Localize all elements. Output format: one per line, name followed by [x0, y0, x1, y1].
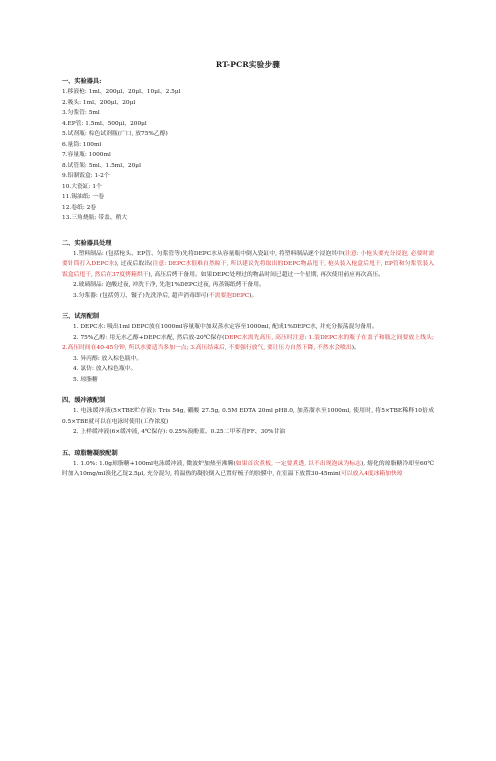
section-equipment-treatment [62, 238, 434, 302]
list-item: 9.铝制饭盒: 1-2个 [62, 173, 110, 179]
list-item: 6.量筒: 100ml [62, 141, 102, 148]
paragraph-electrophoresis-buffer: 1. 电泳缓冲液(5×TBE贮存液): Tris 54g, 硼酸 27.5g, 0.5M EDTA 20ml pH8.0, 加蒸溜水至1000ml, 使用时, 将5×TBE稀释10倍成0.5×TBE就可以在电泳时使用(工作浓度) [62, 408, 434, 425]
list-item: 7.容量瓶: 1000ml [62, 152, 111, 158]
section-buffer-prep [62, 395, 434, 438]
section-heading: 二、实验器具处理 [62, 239, 112, 247]
list-item: 2.吸头: 1ml、200μl、20μl [62, 99, 136, 106]
section-reagent-prep [62, 311, 434, 385]
paragraph-homogenizer: 3.匀浆器: (包括剪刀、镊子)先洗净后, 超声消毒即可(不需要泡DEPC)。 [73, 292, 258, 299]
list-item: 8.试管架: 5ml、1.5ml、20μl [62, 162, 141, 169]
note-red: DEPC水需先高压, 高压时注意: 1.装DEPC水的瓶子在盖子和瓶之间要放上线头; 2.高压时间在40-45分钟, 所以水要适当多加一点; 3.高压结束后, 不要强行放气, 要让压力自然下降, 不然水会喷出 [62, 334, 434, 351]
section-heading: 一、实验器具: [62, 78, 102, 85]
section-heading: 五、琼脂糖凝胶配制 [62, 449, 118, 457]
paragraph-depc: 1. DEPC水: 吸出1ml DEPC放在1000ml容量瓶中加双蒸水定容至1000ml, 配成1%DEPC水, 并充分振荡混匀备用。 [73, 324, 378, 330]
list-item: 13.三角烧瓶: 带盖、稍大 [62, 215, 128, 221]
note-red: 注意: 小枪头要充分浸泡, 必要时需要针筒打入DEPC水 [62, 250, 434, 267]
section-heading: 四、缓冲液配制 [62, 397, 106, 404]
note-red: 注意: DEPC水很难自然晾干, 所以建议先将取出的DEPC物品甩干, 枪头装入枪盒后甩干, EP管和匀浆管装入饭盒后甩干, 然后在37度烤箱烘干 [62, 261, 435, 278]
section-heading: 三、试剂配制 [62, 313, 100, 320]
note-red: 不需要泡DEPC [208, 292, 250, 299]
paragraph-gel: 1. 1.0%: 1.0g琼脂糖+100ml电泳缓冲液, 微波炉加热至沸腾(如果首次煮板, 一定要煮透, 以不出现泡沫为标志), 熔化的琼脂糖冷却至60℃时加入10mg/ml溴化乙锭2.5μl, 充分混匀, 将温热的凝胶倒入已置好梳子的胶膜中, 在室温下放置30-45min(可以放入4度冰箱加快琼 [62, 460, 435, 477]
list-item: 12.卷纸: 2卷 [62, 204, 97, 211]
page-title: RT-PCR实验步骤 [215, 60, 281, 69]
paragraph-agarose: 5. 琼脂糖 [73, 376, 98, 383]
list-item: 11.锡油纸: 一卷 [62, 194, 104, 200]
list-item: 1.移液枪: 1ml、200μl、20μl、10μl、2.5μl [62, 89, 181, 95]
paragraph-ethanol: 2. 75%乙醇: 用无水乙醇+DEPC水配, 然后放-20℃保存(DEPC水需先高压, 高压时注意: 1.装DEPC水的瓶子在盖子和瓶之间要放上线头; 2.高压时间在40-45分钟, 所以水要适当多加一点; 3.高压结束后, 不要强行放气, 要让压力自然下降, 不然水会喷出)。 [62, 334, 434, 351]
paragraph-loading-buffer: 2. 上样缓冲液(6×缓冲液, 4℃保存): 0.25%溴酚蓝、0.25二甲苯青FF、30%甘油 [73, 429, 286, 435]
paragraph-plastic: 1.塑料制品: (包括枪头、EP管、匀浆管等)先将DEPC水从容量瓶中倒入瓷缸中, 将塑料制品逐个浸泡其中(注意: 小枪头要充分浸泡, 必要时需要针筒打入DEPC水), 过夜后取出(注意: DEPC水很难自然晾干, 所以建议先将取出的DEPC物品甩干, 枪头装入枪盒后甩干, EP管和匀浆管装入饭盒后甩干, 然后在37度烤箱烘干), 高压后烤干备用。如果DEPC处理过的物品时间已超过一个星期, 再次使用前应再次高压。 [62, 250, 435, 278]
paragraph-chloroform: 4. 氯仿: 放入棕色瓶中。 [73, 366, 137, 372]
paragraph-isopropanol: 3. 异丙醇: 放入棕色瓶中。 [73, 355, 143, 362]
document-page [0, 59, 496, 761]
paragraph-glass: 2.玻璃制品: 泡酸过夜, 冲洗干净, 先泡1%DEPC过夜, 再蒸锡纸烤干备用。 [73, 282, 265, 288]
list-item: 3.匀浆管: 5ml [62, 110, 100, 116]
list-item: 5.试剂瓶: 棕色试剂瓶(广口, 放75%乙醇) [62, 131, 168, 137]
list-item: 4.EP管: 1.5ml、500μl、200μl [62, 120, 147, 127]
note-red: 可以放入4度冰箱加快琼 [340, 471, 403, 477]
section-gel-prep [62, 448, 434, 480]
list-item: 10.大瓷缸: 1个 [62, 183, 102, 190]
section-equipment [62, 76, 434, 224]
note-red: 如果首次煮板, 一定要煮透, 以不出现泡沫为标志 [235, 460, 362, 467]
